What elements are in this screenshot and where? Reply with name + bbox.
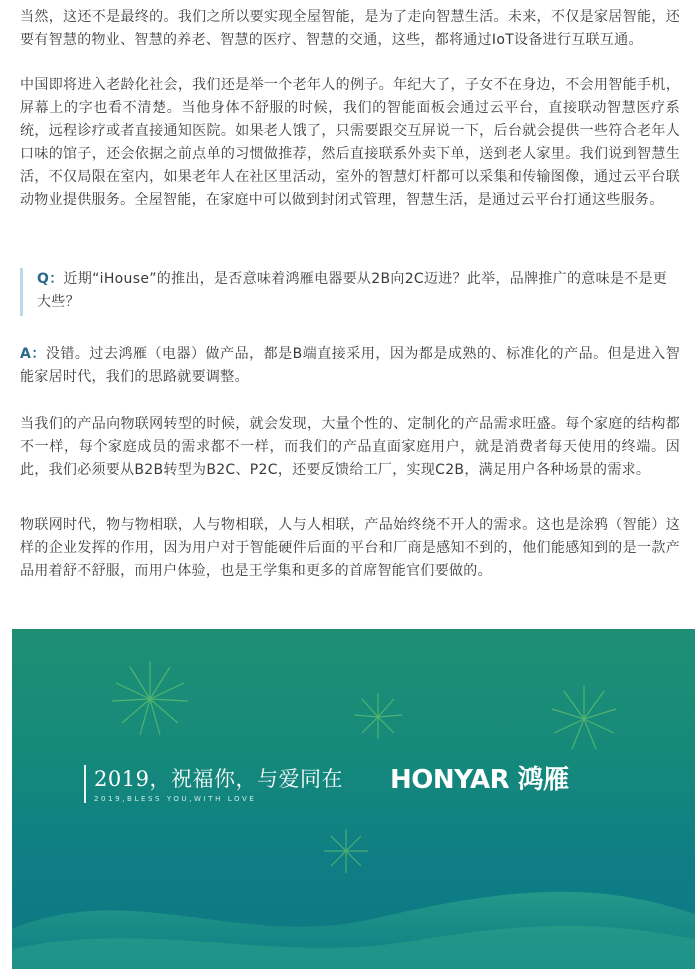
- new-year-banner: [12, 629, 695, 969]
- paragraph-iot-era: 物联网时代，物与物相联，人与物相联，人与人相联，产品始终绕不开人的需求。这也是涂鸦（智能）这样的企业发挥的作用，因为用户对于智能硬件后面的平台和厂商是感知不到的，他们能感知到的是一款产品用着舒不舒服，而用户体验，也是王学集和更多的首席智能官们要做的。: [20, 517, 680, 579]
- blessing-text-block: [84, 765, 343, 803]
- question-text: 近期“iHouse”的推出，是否意味着鸿雁电器要从2B向2C迈进？此举，品牌推广的意味是不是更大些？: [37, 271, 668, 310]
- question-block: [20, 268, 680, 316]
- answer-paragraph: [20, 343, 680, 389]
- paragraph-smart-life: 当然，这还不是最终的。我们之所以要实现全屋智能，是为了走向智慧生活。未来，不仅是家居智能，还要有智慧的物业、智慧的养老、智慧的医疗、智慧的交通，这些，都将通过IoT设备进行互联互通。: [20, 9, 680, 48]
- blessing-title: 2019，祝福你，与爱同在: [94, 767, 343, 791]
- paragraph-elderly-example: 中国即将进入老龄化社会，我们还是举一个老年人的例子。年纪大了，子女不在身边，不会用智能手机，屏幕上的字也看不清楚。当他身体不舒服的时候，我们的智能面板会通过云平台，直接联动智慧医疗系统，远程诊疗或者直接通知医院。如果老人饿了，只需要跟交互屏说一下，后台就会提供一些符合老年人口味的馆子，还会依据之前点单的习惯做推荐，然后直接联系外卖下单，送到老人家里。我们说到智慧生活，不仅局限在室内，如果老年人在社区里活动，室外的智慧灯杆都可以采集和传输图像，通过云平台联动物业提供服务。全屋智能，在家庭中可以做到封闭式管理，智慧生活，是通过云平台打通这些服务。: [20, 77, 680, 208]
- answer-text: 没错。过去鸿雁（电器）做产品，都是B端直接采用，因为都是成熟的、标准化的产品。但是进入智能家居时代，我们的思路就要调整。: [20, 346, 680, 385]
- blessing-subtitle: 2019,BLESS YOU,WITH LOVE: [94, 795, 257, 803]
- paragraph-iot-transition: 当我们的产品向物联网转型的时候，就会发现，大量个性的、定制化的产品需求旺盛。每个家庭的结构都不一样，每个家庭成员的需求都不一样，而我们的产品直面家庭用户，就是消费者每天使用的终端。因此，我们必须要从B2B转型为B2C、P2C，还要反馈给工厂，实现C2B，满足用户各种场景的需求。: [20, 416, 680, 478]
- honyar-logo: HONYAR 鸿雁: [390, 765, 569, 795]
- question-label: Q：: [37, 271, 64, 287]
- answer-label: A：: [20, 346, 46, 362]
